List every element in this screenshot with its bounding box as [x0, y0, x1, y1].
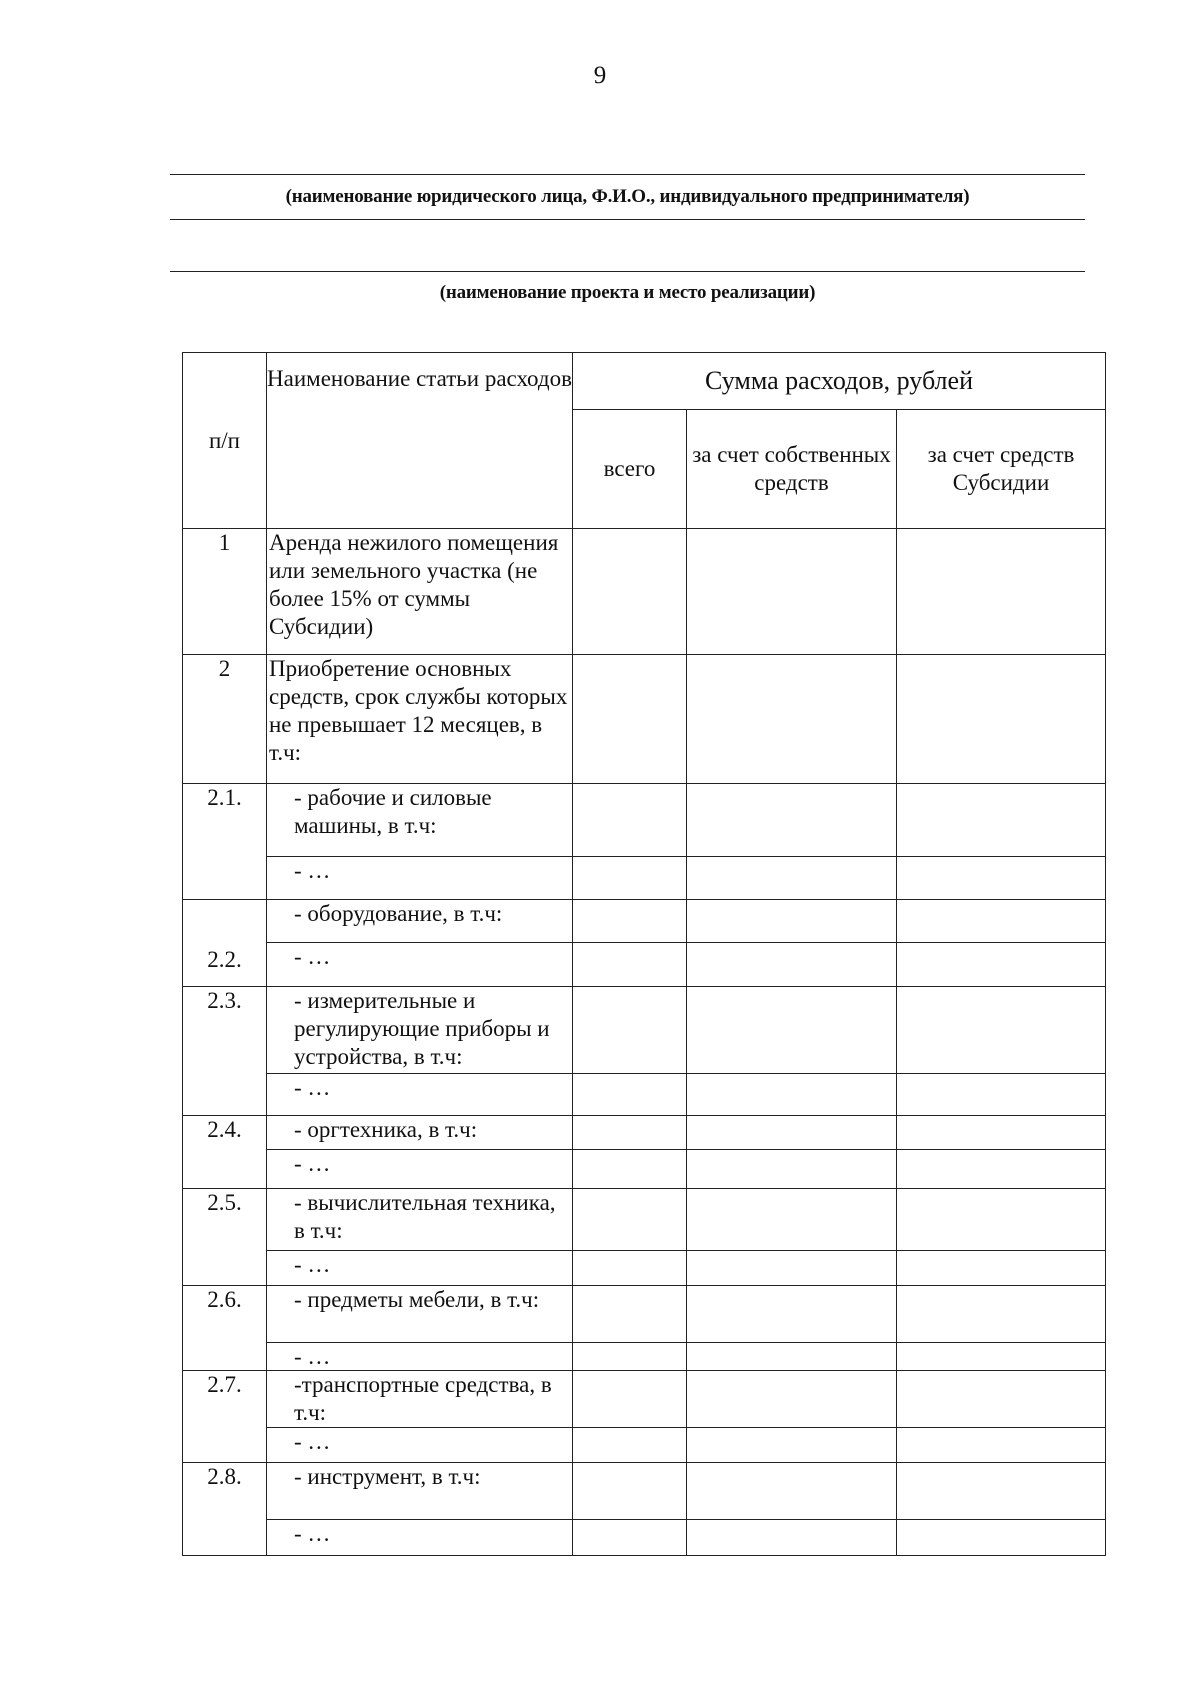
entity-underline	[170, 219, 1085, 220]
sub-item: - …	[267, 1520, 573, 1556]
table-row	[183, 987, 1106, 1074]
table-row	[183, 1116, 1106, 1150]
sub-item: - …	[267, 1428, 573, 1463]
total-cell[interactable]	[573, 1251, 687, 1286]
row-name: - оборудование, в т.ч:	[267, 900, 573, 943]
table-row	[183, 943, 1106, 987]
total-cell[interactable]	[573, 784, 687, 857]
subsidy-cell[interactable]	[897, 529, 1106, 655]
total-cell[interactable]	[573, 655, 687, 784]
col-sum-header: Сумма расходов, рублей	[573, 353, 1106, 410]
own-funds-cell[interactable]	[687, 784, 897, 857]
table-row	[183, 784, 1106, 857]
row-name: - инструмент, в т.ч:	[267, 1463, 573, 1520]
subsidy-cell[interactable]	[897, 1251, 1106, 1286]
table-row	[183, 1371, 1106, 1428]
table-row	[183, 529, 1106, 655]
row-number: 2.7.	[183, 1371, 267, 1463]
total-cell[interactable]	[573, 987, 687, 1074]
row-name: - измерительные и регулирующие приборы и устройства, в т.ч:	[267, 987, 573, 1074]
subsidy-cell[interactable]	[897, 900, 1106, 943]
subsidy-cell[interactable]	[897, 1371, 1106, 1428]
sub-item: - …	[267, 857, 573, 900]
own-funds-cell[interactable]	[687, 1343, 897, 1371]
own-funds-cell[interactable]	[687, 987, 897, 1074]
table-row	[183, 1074, 1106, 1116]
total-cell[interactable]	[573, 1371, 687, 1428]
row-number: 2	[183, 655, 267, 784]
table-row	[183, 1343, 1106, 1371]
total-cell[interactable]	[573, 1116, 687, 1150]
page-number: 9	[593, 62, 607, 89]
subsidy-cell[interactable]	[897, 857, 1106, 900]
project-fill-line	[170, 271, 1085, 272]
table-row	[183, 1189, 1106, 1251]
own-funds-cell[interactable]	[687, 1463, 897, 1520]
table-row	[183, 857, 1106, 900]
total-cell[interactable]	[573, 1286, 687, 1343]
table-row	[183, 1428, 1106, 1463]
sub-item: - …	[267, 1343, 573, 1371]
entity-caption: (наименование юридического лица, Ф.И.О., индивидуального предпринимателя)	[285, 186, 970, 207]
sub-item: - …	[267, 1150, 573, 1189]
own-funds-cell[interactable]	[687, 1428, 897, 1463]
subsidy-cell[interactable]	[897, 943, 1106, 987]
col-num-header: п/п	[183, 353, 267, 529]
row-name: -транспортные средства, в т.ч:	[267, 1371, 573, 1428]
row-number: 1	[183, 529, 267, 655]
table-row	[183, 1251, 1106, 1286]
row-number: 2.3.	[183, 987, 267, 1116]
total-cell[interactable]	[573, 900, 687, 943]
sub-item: - …	[267, 1251, 573, 1286]
own-funds-cell[interactable]	[687, 1150, 897, 1189]
own-funds-cell[interactable]	[687, 1074, 897, 1116]
subsidy-cell[interactable]	[897, 1520, 1106, 1556]
header-row	[183, 353, 1106, 410]
project-caption: (наименование проекта и место реализации)	[439, 282, 816, 303]
own-funds-cell[interactable]	[687, 529, 897, 655]
row-number: 2.1.	[183, 784, 267, 900]
row-number: 2.6.	[183, 1286, 267, 1371]
sub-item: - …	[267, 1074, 573, 1116]
table-row	[183, 1286, 1106, 1343]
row-number: 2.5.	[183, 1189, 267, 1286]
total-cell[interactable]	[573, 529, 687, 655]
subsidy-cell[interactable]	[897, 784, 1106, 857]
row-name: Аренда нежилого помещения или земельного участка (не более 15% от суммы Субсидии)	[267, 529, 573, 655]
own-funds-cell[interactable]	[687, 1251, 897, 1286]
own-funds-cell[interactable]	[687, 943, 897, 987]
col-name-header: Наименование статьи расходов	[267, 353, 573, 529]
row-name: - предметы мебели, в т.ч:	[267, 1286, 573, 1343]
sub-item: - …	[267, 943, 573, 987]
table-row	[183, 900, 1106, 943]
row-name: - оргтехника, в т.ч:	[267, 1116, 573, 1150]
table-row	[183, 1150, 1106, 1189]
own-funds-cell[interactable]	[687, 1520, 897, 1556]
own-funds-cell[interactable]	[687, 1371, 897, 1428]
total-cell[interactable]	[573, 857, 687, 900]
entity-fill-line	[170, 174, 1085, 175]
own-funds-cell[interactable]	[687, 857, 897, 900]
row-name: - рабочие и силовые машины, в т.ч:	[267, 784, 573, 857]
subsidy-cell[interactable]	[897, 1074, 1106, 1116]
subsidy-cell[interactable]	[897, 1150, 1106, 1189]
row-number: 2.4.	[183, 1116, 267, 1189]
subsidy-cell[interactable]	[897, 987, 1106, 1074]
subsidy-cell[interactable]	[897, 1116, 1106, 1150]
subsidy-cell[interactable]	[897, 1286, 1106, 1343]
total-cell[interactable]	[573, 1074, 687, 1116]
subsidy-cell[interactable]	[897, 1343, 1106, 1371]
own-funds-cell[interactable]	[687, 655, 897, 784]
total-cell[interactable]	[573, 1428, 687, 1463]
table-row	[183, 655, 1106, 784]
own-funds-cell[interactable]	[687, 1286, 897, 1343]
total-cell[interactable]	[573, 943, 687, 987]
subsidy-cell[interactable]	[897, 1463, 1106, 1520]
subsidy-cell[interactable]	[897, 655, 1106, 784]
table-row	[183, 1463, 1106, 1520]
col-total-header: всего	[573, 410, 687, 529]
total-cell[interactable]	[573, 1520, 687, 1556]
row-name: Приобретение основных средств, срок службы которых не превышает 12 месяцев, в т.ч:	[267, 655, 573, 784]
subsidy-cell[interactable]	[897, 1189, 1106, 1251]
own-funds-cell[interactable]	[687, 1116, 897, 1150]
col-own-header: за счет собственных средств	[687, 410, 897, 529]
total-cell[interactable]	[573, 1189, 687, 1251]
col-subsidy-header: за счет средств Субсидии	[897, 410, 1106, 529]
total-cell[interactable]	[573, 1463, 687, 1520]
own-funds-cell[interactable]	[687, 1189, 897, 1251]
row-name: - вычислительная техника, в т.ч:	[267, 1189, 573, 1251]
row-number: 2.2.	[183, 900, 267, 987]
subsidy-cell[interactable]	[897, 1428, 1106, 1463]
total-cell[interactable]	[573, 1343, 687, 1371]
total-cell[interactable]	[573, 1150, 687, 1189]
table-row	[183, 1520, 1106, 1556]
own-funds-cell[interactable]	[687, 900, 897, 943]
row-number: 2.8.	[183, 1463, 267, 1556]
expenses-table	[182, 352, 1106, 1556]
